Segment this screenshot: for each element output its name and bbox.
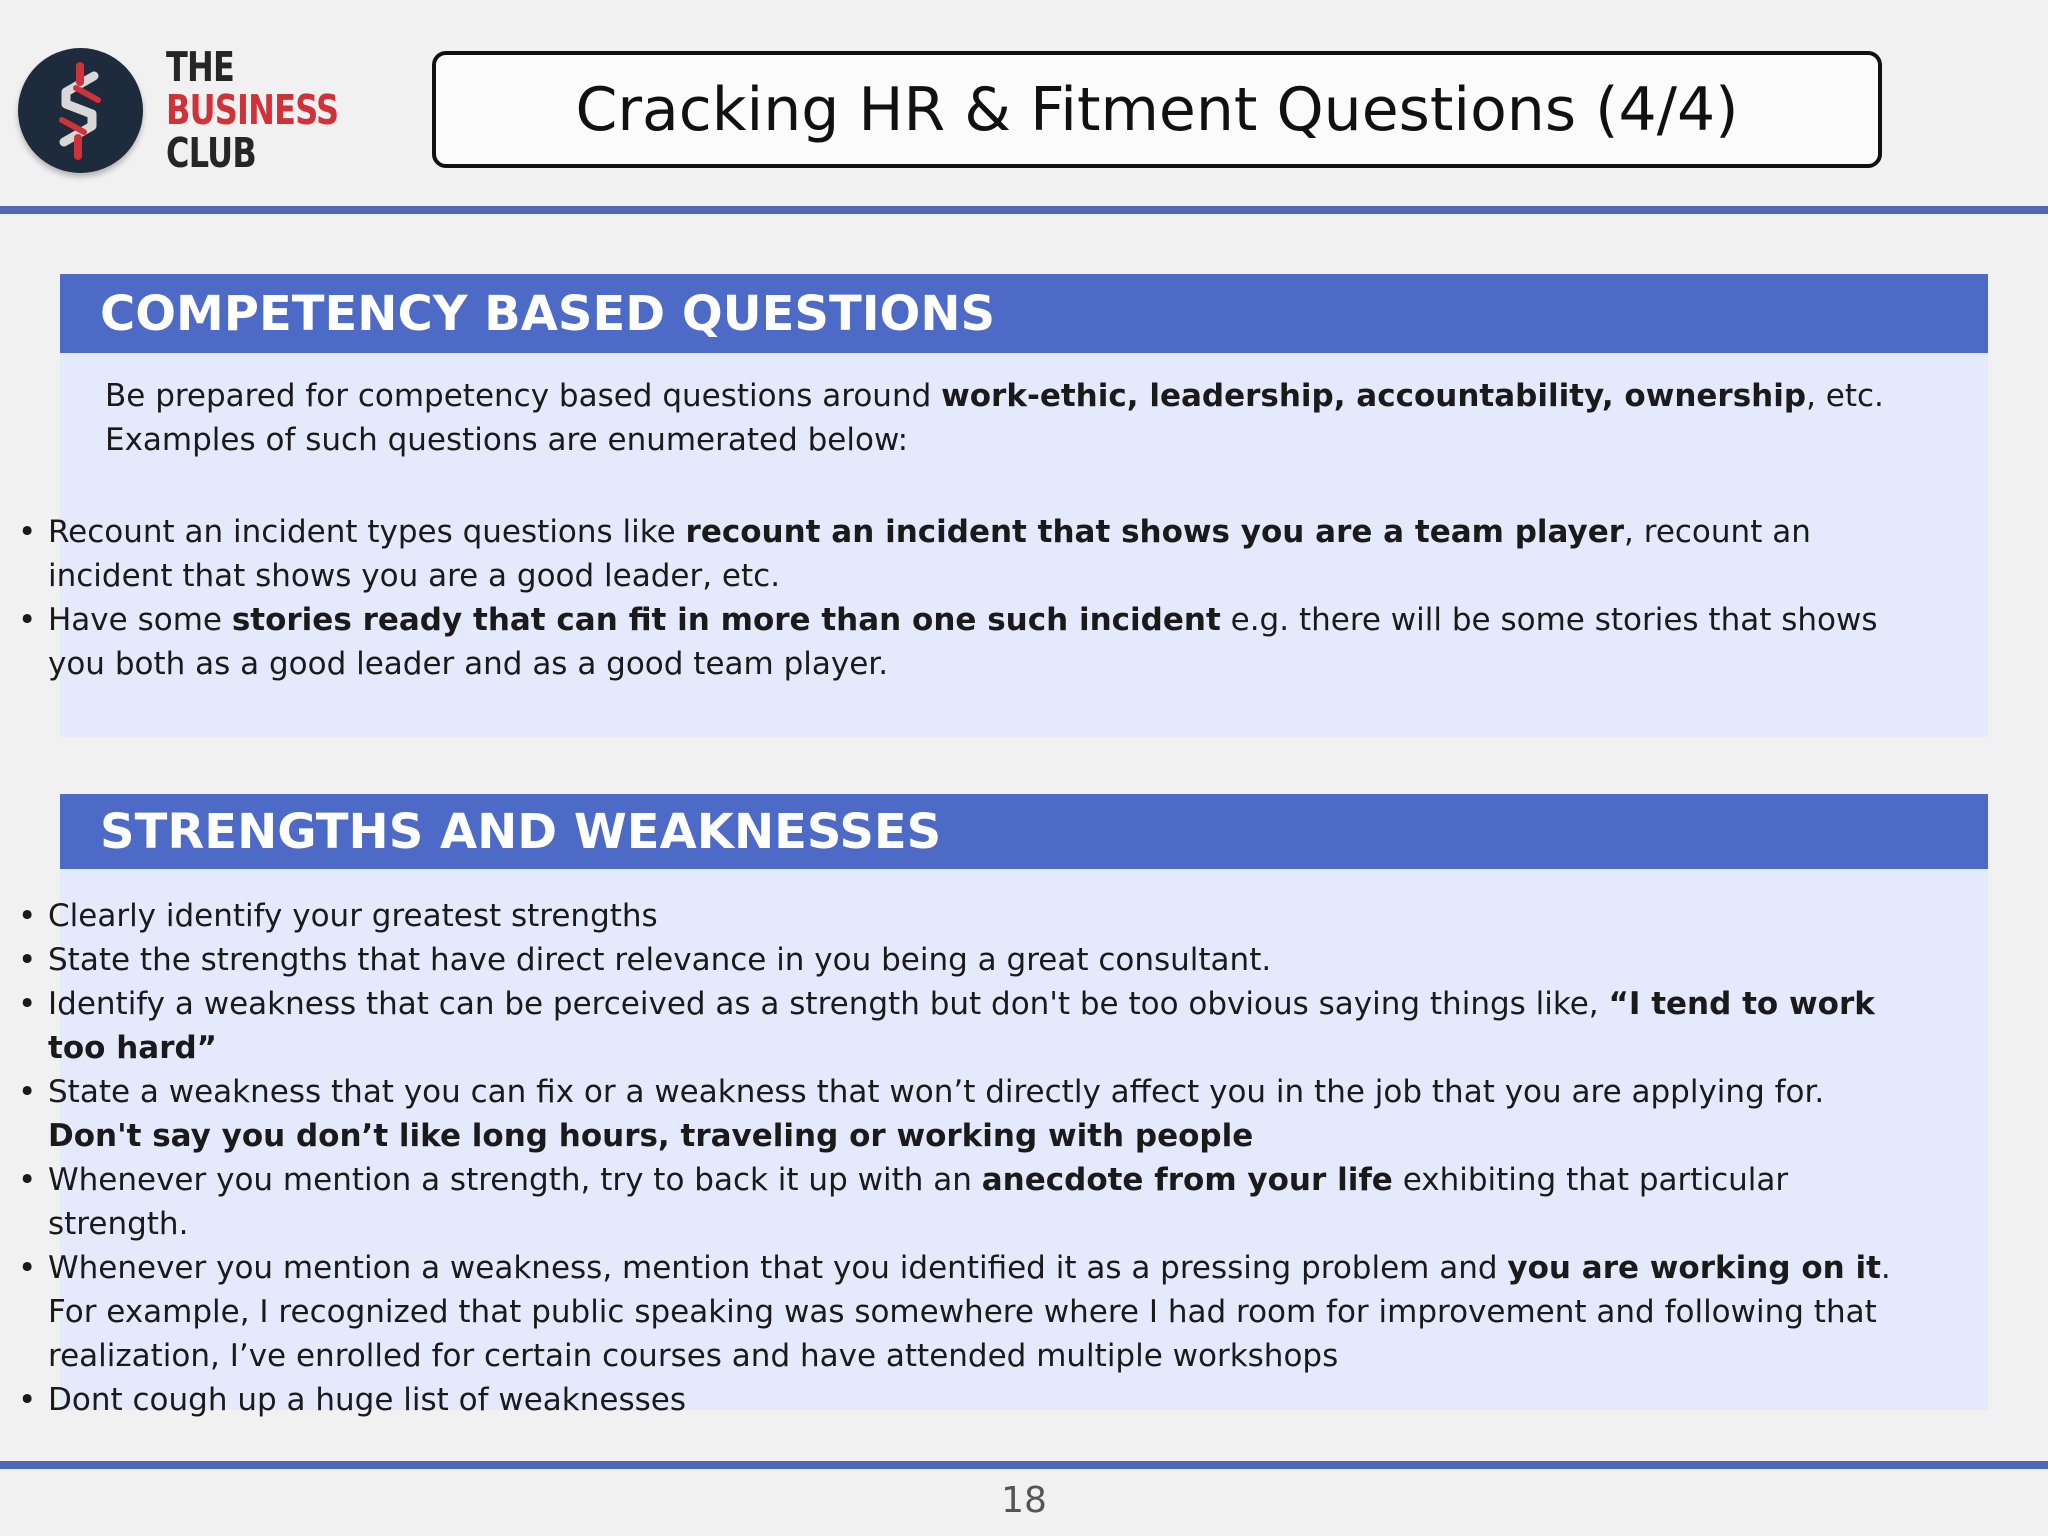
body-text: Identify a weakness that can be perceived as a strength but don't be too obvious saying things like, xyxy=(48,986,1609,1022)
emphasis-text: stories ready that can fit in more than one such incident xyxy=(231,602,1221,638)
footer-divider xyxy=(0,1461,2048,1469)
list-item xyxy=(0,510,1900,598)
emphasis-text: work-ethic, leadership, accountability, ownership xyxy=(941,378,1807,414)
list-item xyxy=(0,894,1900,938)
brand-line: BUSINESS xyxy=(166,86,339,134)
body-text: State a weakness that you can fix or a weakness that won’t directly affect you in the job that you are applying for. xyxy=(48,1074,1825,1110)
list-item xyxy=(0,1158,1900,1246)
competency-intro xyxy=(105,374,1975,462)
body-text: , etc. Examples of such questions are enumerated below: xyxy=(105,378,1884,458)
dollar-s-icon xyxy=(18,48,143,173)
competency-list xyxy=(0,510,1900,686)
body-text: Whenever you mention a strength, try to back it up with an xyxy=(48,1162,982,1198)
title-box xyxy=(432,51,1882,168)
logo xyxy=(18,48,143,173)
body-text: State the strengths that have direct relevance in you being a great consultant. xyxy=(48,942,1272,978)
body-text: Dont cough up a huge list of weaknesses xyxy=(48,1382,686,1418)
list-item xyxy=(0,1378,1900,1422)
brand-line: THE xyxy=(166,43,235,91)
body-text: Recount an incident types questions like xyxy=(48,514,686,550)
list-item xyxy=(0,938,1900,982)
body-text: Have some xyxy=(48,602,232,638)
page-number: 18 xyxy=(1001,1480,1047,1521)
body-text: Be prepared for competency based questions around xyxy=(105,378,942,414)
body-text: . For example, I recognized that public speaking was somewhere where I had room for improvement and following that realization, I’ve enrolled for certain courses and have attended multiple workshops xyxy=(48,1250,1891,1374)
body-text: Whenever you mention a weakness, mention that you identified it as a pressing problem and xyxy=(48,1250,1508,1286)
body-text: , recount an incident that shows you are a good leader, etc. xyxy=(48,514,1811,594)
strengths-list xyxy=(0,894,1900,1422)
emphasis-text: Don't say you don’t like long hours, traveling or working with people xyxy=(48,1118,1254,1154)
body-text: exhibiting that particular strength. xyxy=(48,1162,1789,1242)
emphasis-text: anecdote from your life xyxy=(981,1162,1393,1198)
list-item xyxy=(0,598,1900,686)
brand-line: CLUB xyxy=(166,129,256,177)
emphasis-text: recount an incident that shows you are a team player xyxy=(685,514,1625,550)
emphasis-text: you are working on it xyxy=(1507,1250,1881,1286)
list-item xyxy=(0,1246,1900,1378)
section-heading: COMPETENCY BASED QUESTIONS xyxy=(60,274,1988,353)
body-text: e.g. there will be some stories that shows you both as a good leader and as a good team player. xyxy=(48,602,1878,682)
page-title: Cracking HR & Fitment Questions (4/4) xyxy=(575,74,1739,145)
list-item xyxy=(0,982,1900,1070)
emphasis-text: “I tend to work too hard” xyxy=(48,986,1875,1066)
body-text: Clearly identify your greatest strengths xyxy=(48,898,658,934)
section-heading: STRENGTHS AND WEAKNESSES xyxy=(60,794,1988,869)
header-divider xyxy=(0,206,2048,214)
list-item xyxy=(0,1070,1900,1158)
brand-wordmark xyxy=(166,43,339,177)
